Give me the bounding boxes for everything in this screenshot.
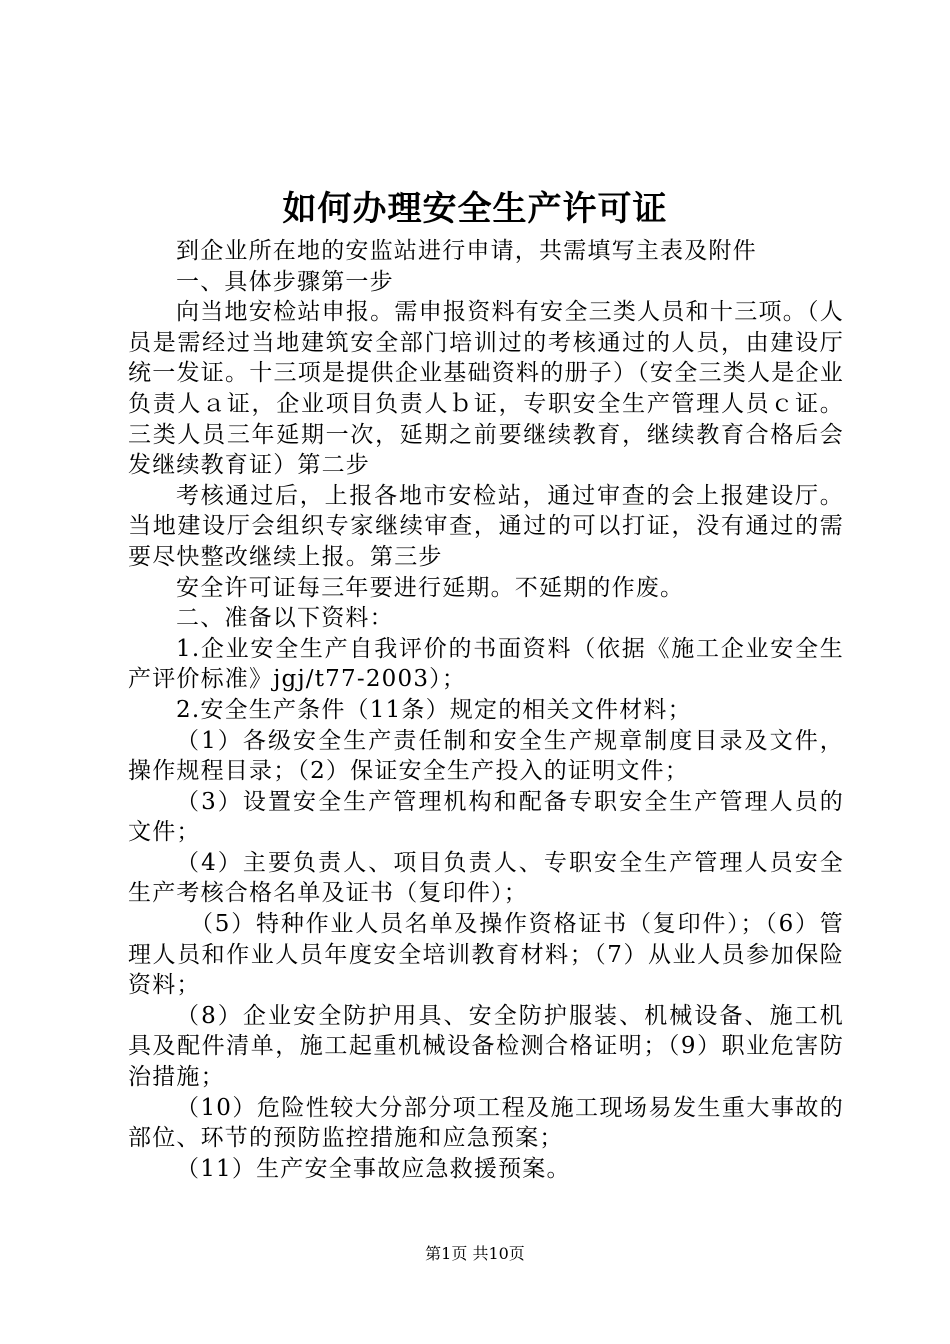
paragraph-step-two: 考核通过后，上报各地市安检站，通过审查的会上报建设厅。当地建设厅会组织专家继续审查，通过的可以打证，没有通过的需要尽快整改继续上报。第三步: [128, 482, 844, 570]
paragraph-intro: 到企业所在地的安监站进行申请，共需填写主表及附件: [176, 238, 757, 264]
paragraph-item-3: （3）设置安全生产管理机构和配备专职安全生产管理人员的文件；: [128, 788, 844, 846]
document-title: 如何办理安全生产许可证: [282, 189, 668, 229]
page-number-footer: 第1页 共10页: [425, 1244, 525, 1263]
paragraph-material-2: 2.安全生产条件（11条）规定的相关文件材料；: [176, 696, 692, 723]
paragraph-item-4: （4）主要负责人、项目负责人、专职安全生产管理人员安全生产考核合格名单及证书（复印件）；: [128, 849, 844, 907]
paragraph-step-one: 向当地安检站申报。需申报资料有安全三类人员和十三项。（人员是需经过当地建筑安全部门培训过的考核通过的人员，由建设厅统一发证。十三项是提供企业基础资料的册子）（安全三类人是企业负责人ａ证，企业项目负责人ｂ证，专职安全生产管理人员ｃ证。三类人员三年延期一次，延期之前要继续教育，继续教育合格后会发继续教育证）第二步: [128, 299, 844, 479]
paragraph-item-1-2: （1）各级安全生产责任制和安全生产规章制度目录及文件，操作规程目录；（2）保证安全生产投入的证明文件；: [128, 727, 844, 785]
paragraph-item-5-7: （5）特种作业人员名单及操作资格证书（复印件）；（6）管理人员和作业人员年度安全培训教育材料；（7）从业人员参加保险资料；: [128, 911, 844, 999]
paragraph-item-11: （11）生产安全事故应急救援预案。: [176, 1155, 571, 1182]
paragraph-step-three: 安全许可证每三年要进行延期。不延期的作废。: [176, 574, 685, 601]
document-body: [128, 236, 844, 1184]
paragraph-step-heading: 一、具体步骤第一步: [176, 268, 394, 295]
paragraph-material-1: 1.企业安全生产自我评价的书面资料（依据《施工企业安全生产评价标准》jgj/t77-2003）；: [128, 635, 844, 693]
paragraph-item-10: （10）危险性较大分部分项工程及施工现场易发生重大事故的部位、环节的预防监控措施和应急预案；: [128, 1094, 844, 1152]
paragraph-item-8-9: （8）企业安全防护用具、安全防护服装、机械设备、施工机具及配件清单，施工起重机械设备检测合格证明；（9）职业危害防治措施；: [128, 1002, 844, 1091]
paragraph-materials-heading: 二、准备以下资料：: [176, 605, 394, 632]
